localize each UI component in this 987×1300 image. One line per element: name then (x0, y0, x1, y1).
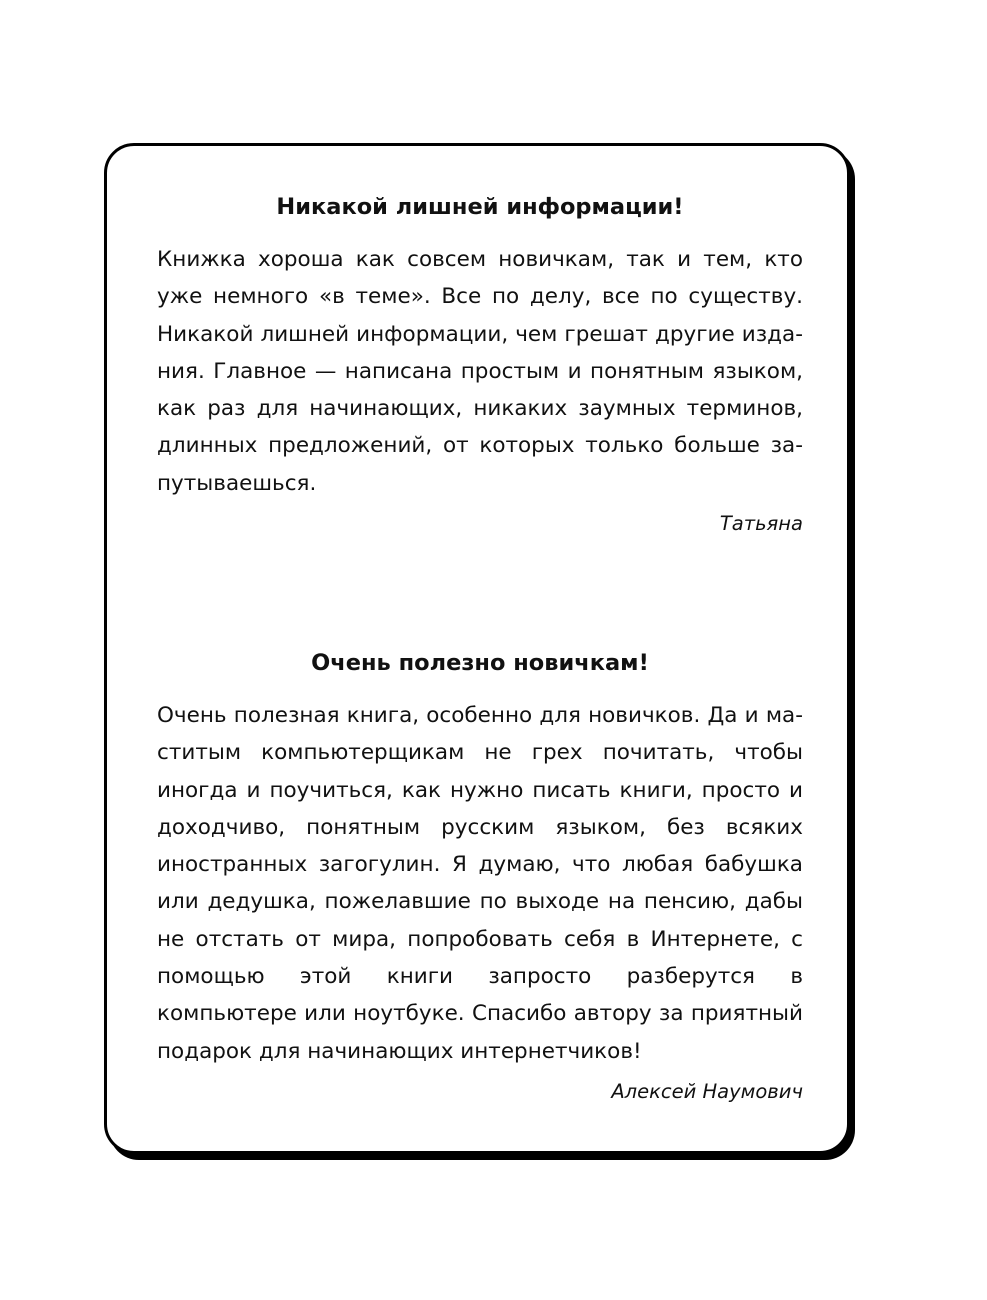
review-author: Алексей Наумович (611, 1079, 803, 1103)
review-block (157, 648, 803, 1107)
review-title: Никакой лишней информации! (276, 194, 684, 220)
review-text: Книжка хороша как совсем новичкам, так и тем, кто уже немного «в теме». Все по делу, все по существу. Никакой лишней информации, чем грешат другие издания. Главное — написана простым и понятным языком, как раз для начинающих, никаких заумных терминов, длинных предложений, от которых только больше запутываешься. (157, 247, 803, 496)
review-text: Очень полезная книга, особенно для новичков. Да и маститым компьютерщикам не грех почитать, чтобы иногда и поучиться, как нужно писать книги, просто и доходчиво, понятным русским языком, без всяких иностранных загогулин. Я думаю, что любая бабушка или дедушка, пожелавшие по выходе на пенсию, дабы не отстать от мира, попробовать себя в Интернете, с помощью этой книги запросто разберутся в компьютере или ноутбуке. Спасибо автору за приятный подарок для начинающих интернетчиков! (157, 703, 803, 1064)
review-title: Очень полезно новичкам! (311, 650, 649, 676)
review-block (157, 192, 803, 539)
review-author: Татьяна (719, 512, 803, 536)
reviews-frame (104, 143, 850, 1154)
